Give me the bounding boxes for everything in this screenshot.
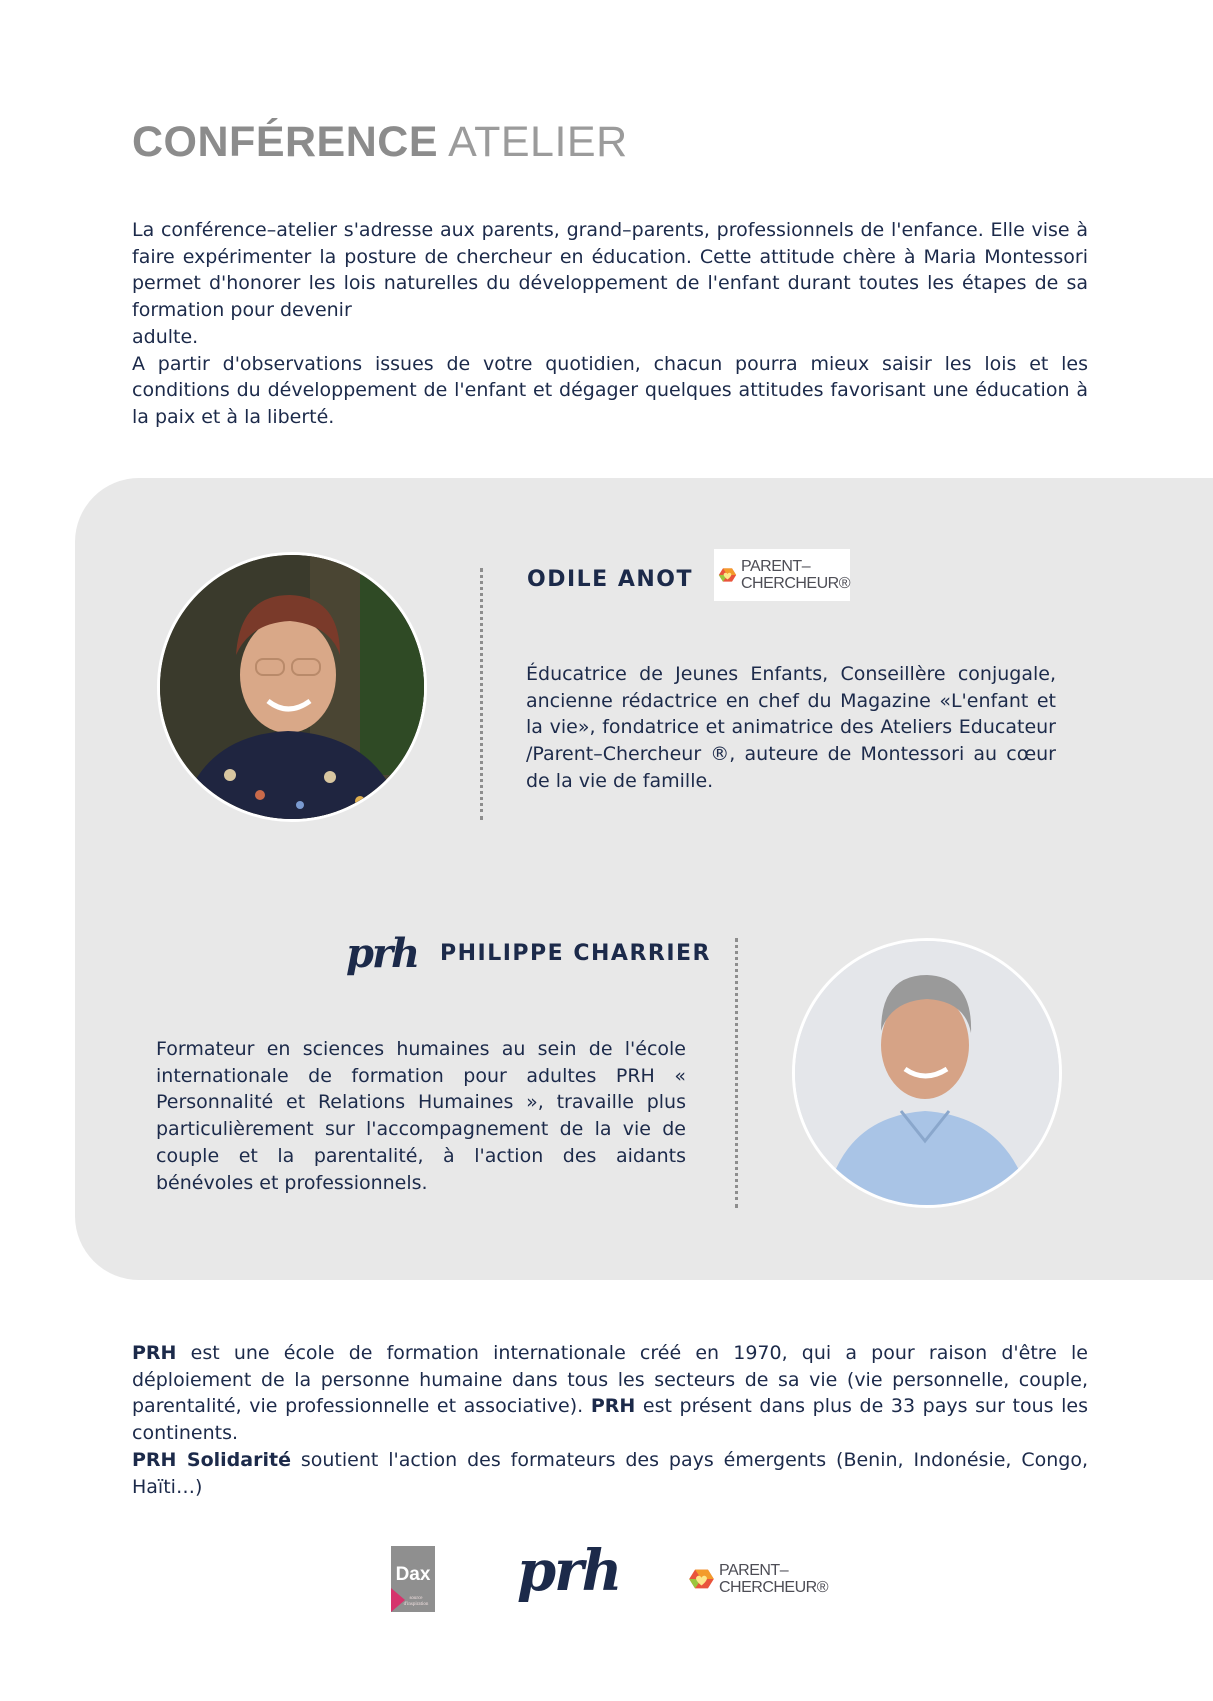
parent-chercheur-hexagon-icon-bottom <box>688 1559 715 1599</box>
portrait-illustration <box>160 555 424 819</box>
parent-chercheur-hexagon-icon <box>718 555 737 595</box>
dax-logo-text: Dax <box>395 1564 431 1585</box>
separator-dotted-2 <box>735 938 738 1208</box>
prh-logo-small: prh <box>346 930 419 977</box>
prh-text-2: est présent dans plus de 33 pays sur tous les continents. <box>132 1395 1089 1445</box>
dax-logo-tagline: source d'inspiration <box>403 1596 429 1607</box>
speaker-photo-odile <box>157 552 427 822</box>
speaker-bio-philippe: Formateur en sciences humaines au sein de l'école internationale de formation pour adultes PRH « Personnalité et Relations Humaines », travaille plus particulièrement sur l'accompagnement de la vie de couple et la parentalité, à l'action des aidants bénévoles et professionnels. <box>156 1038 686 1194</box>
intro-text <box>132 217 1088 431</box>
prh-description <box>132 1340 1088 1447</box>
speaker-name-philippe: PHILIPPE CHARRIER <box>440 941 711 966</box>
page-title-bold: CONFÉRENCE <box>132 118 439 166</box>
parent-chercheur-logo-bottom <box>688 1556 828 1602</box>
intro-paragraph-2: A partir d'observations issues de votre quotidien, chacun pourra mieux saisir les lois et les conditions du développement de l'enfant et dégager quelques attitudes favorisant une éducation à la paix et à la liberté. <box>132 352 1088 428</box>
prh-text-1: est une école de formation internationale créé en 1970, qui a pour raison d'être le déploiement de la personne humaine dans tous les secteurs de sa vie (vie personnelle, couple, parentalité, vie professionnelle et associative). <box>132 1342 1088 1418</box>
solidarite-text: soutient l'action des formateurs des pays émergents (Benin, Indonésie, Congo, Haïti…) <box>132 1449 1088 1498</box>
speaker-photo-philippe <box>792 938 1062 1208</box>
parent-chercheur-logo-text: PARENT– CHERCHEUR® <box>740 558 850 592</box>
speaker-bio-odile: Éducatrice de Jeunes Enfants, Conseillère conjugale, ancienne rédactrice en chef du Magazine «L'enfant et la vie», fondatrice et animatrice des Ateliers Educateur /Parent–Chercheur ®, auteure de Montessori au cœur de la vie de famille. <box>526 663 1056 792</box>
page-title <box>132 118 628 167</box>
parent-chercheur-logo <box>714 549 850 601</box>
prh-label-2: PRH <box>590 1395 636 1418</box>
dax-logo <box>391 1546 435 1612</box>
prh-solidarite <box>132 1447 1088 1500</box>
portrait-illustration-2 <box>795 941 1059 1205</box>
separator-dotted-1 <box>480 568 483 820</box>
intro-paragraph-1: La conférence–atelier s'adresse aux parents, grand–parents, professionnels de l'enfance. Elle vise à faire expérimenter la posture de chercheur en éducation. Cette attitude chère à Maria Montessori permet d'honorer les lois naturelles du développement de l'enfant durant toutes les étapes de sa formation pour devenir <box>132 219 1088 322</box>
page-title-light: ATELIER <box>448 118 628 166</box>
parent-chercheur-logo-bottom-text: PARENT– CHERCHEUR® <box>718 1562 828 1596</box>
intro-paragraph-1-end: adulte. <box>132 325 199 348</box>
prh-logo-large: prh <box>517 1538 621 1604</box>
solidarite-label: PRH Solidarité <box>132 1449 291 1471</box>
prh-label: PRH <box>132 1342 177 1364</box>
speaker-name-odile: ODILE ANOT <box>527 567 694 592</box>
